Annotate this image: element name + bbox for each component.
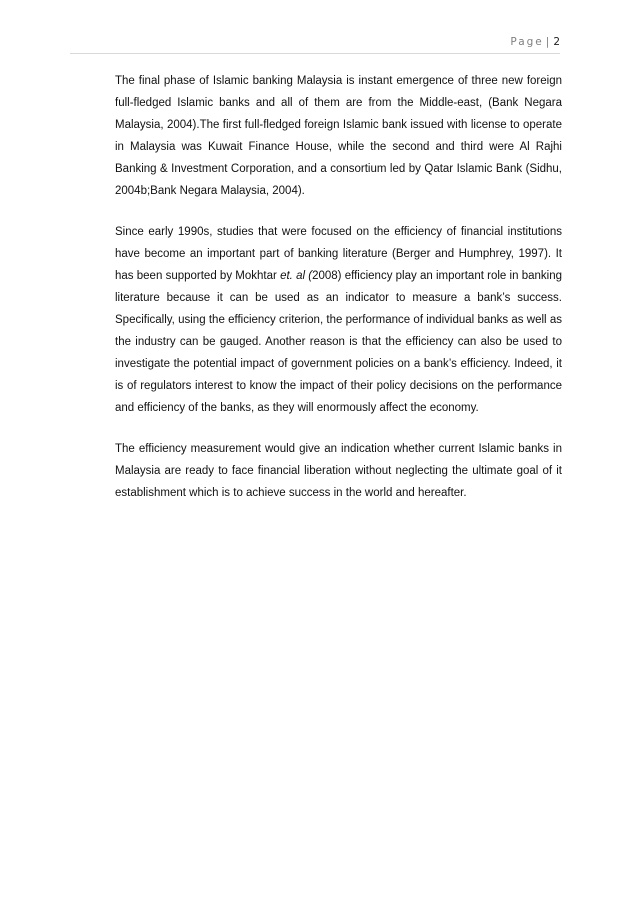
page-header [70, 36, 560, 54]
paragraph-2-text-after: 2008) efficiency play an important role in banking literature because it can be used as an indicator to measure a bank’s success. Specifically, using the efficiency criterion, the performance of individual banks as well as the industry can be gauged. Another reason is that the efficiency can also be used to investigate the potential impact of government policies on a bank’s efficiency. Indeed, it is of regulators interest to know the impact of their policy decisions on the performance and efficiency of the banks, as they will enormously affect the economy. [115, 270, 562, 414]
paragraph-2 [115, 221, 562, 419]
paragraph-2-italic: et. al ( [280, 270, 313, 282]
paragraph-1: The final phase of Islamic banking Malaysia is instant emergence of three new foreign full-fledged Islamic banks and all of them are from the Middle-east, (Bank Negara Malaysia, 2004).The first full-fledged foreign Islamic bank issued with license to operate in Malaysia was Kuwait Finance House, while the second and third were Al Rajhi Banking & Investment Corporation, and a consortium led by Qatar Islamic Bank (Sidhu, 2004b;Bank Negara Malaysia, 2004). [115, 75, 562, 197]
page-label: Page [510, 36, 544, 48]
document-body [115, 70, 562, 523]
paragraph-2-text-before: Since early 1990s, studies that were focused on the efficiency of financial institutions have become an important part of banking literature (Berger and Humphrey, 1997). It has been supported by Mokhtar [115, 226, 562, 282]
paragraph-3: The efficiency measurement would give an indication whether current Islamic banks in Malaysia are ready to face financial liberation without neglecting the ultimate goal of it establishment which is to achieve success in the world and hereafter. [115, 443, 562, 499]
page-number: 2 [553, 36, 560, 48]
page-separator: | [545, 36, 550, 48]
